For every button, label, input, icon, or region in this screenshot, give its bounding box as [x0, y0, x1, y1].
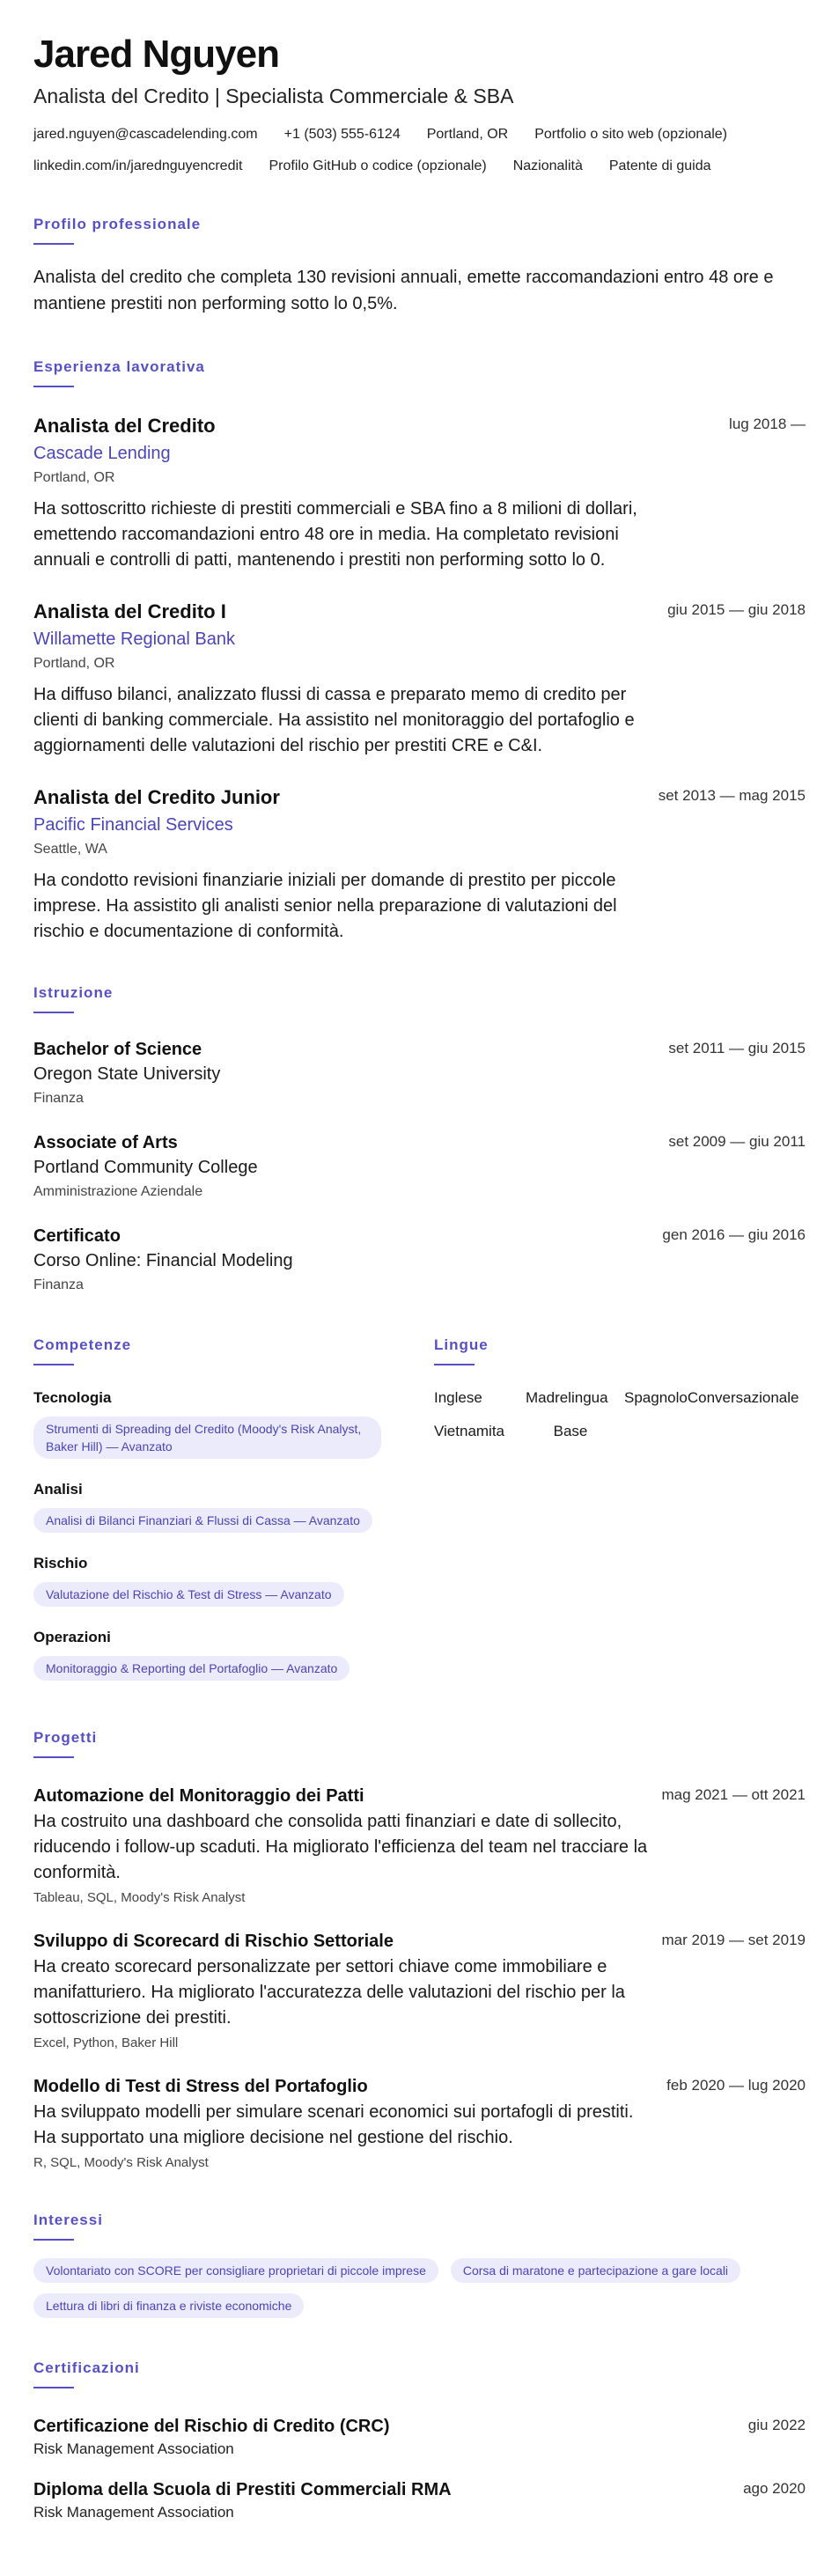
skill-pill: Analisi di Bilanci Finanziari & Flussi di Cassa — Avanzato: [33, 1508, 372, 1533]
job-title: Analista del Credito I: [33, 600, 226, 622]
interest-pill: Volontariato con SCORE per consigliare proprietari di piccole imprese: [33, 2258, 438, 2283]
edu-school: Oregon State University: [33, 1064, 221, 1084]
job-company: Willamette Regional Bank: [33, 629, 235, 649]
skill-pill: Monitoraggio & Reporting del Portafoglio — Avanzato: [33, 1656, 350, 1681]
education-entry: [33, 1038, 806, 1108]
job-dates: set 2013 — mag 2015: [658, 787, 806, 804]
cert-org: Risk Management Association: [33, 2440, 234, 2457]
contact-portfolio[interactable]: Portfolio o sito web (opzionale): [534, 127, 727, 142]
section-divider: [33, 1756, 74, 1758]
section-title: Profilo professionale: [33, 216, 202, 232]
job-location: Seattle, WA: [33, 842, 107, 857]
cert-title: Diploma della Scuola di Prestiti Commerciali RMA: [33, 2480, 452, 2499]
education-entry: [33, 1131, 806, 1202]
job-company: Cascade Lending: [33, 444, 171, 463]
language-level: Base: [553, 1423, 588, 1439]
section-title: Esperienza lavorativa: [33, 358, 205, 375]
edu-field: Amministrazione Aziendale: [33, 1184, 203, 1199]
skill-category: Analisi: [33, 1481, 83, 1498]
edu-dates: set 2009 — giu 2011: [668, 1133, 806, 1150]
job-dates: lug 2018 —: [729, 416, 806, 432]
job-entry: [33, 600, 806, 759]
edu-school: Portland Community College: [33, 1158, 258, 1177]
section-divider: [33, 243, 74, 245]
job-entry: [33, 414, 806, 573]
language-level: Conversazionale: [687, 1389, 799, 1406]
contact-email[interactable]: jared.nguyen@cascadelending.com: [33, 127, 258, 142]
summary-section: [33, 215, 806, 317]
projects-section: [33, 1728, 806, 2172]
project-description: Ha costruito una dashboard che consolida patti finanziari e date di sollecito, riducendo i follow-up scaduti. Ha migliorato l'efficienza del team nel tracciare la conformità.: [33, 1812, 648, 1882]
cert-date: ago 2020: [743, 2480, 806, 2497]
section-divider: [33, 2239, 74, 2241]
job-description: Ha diffuso bilanci, analizzato flussi di cassa e preparato memo di credito per clienti di banking commerciale. Ha assistito nel monitoraggio del portafoglio e aggiornamenti delle valutazioni del rischio per prestiti CRE e C&I.: [33, 685, 635, 755]
section-title: Interessi: [33, 2212, 103, 2228]
skill-pill: Strumenti di Spreading del Credito (Moody's Risk Analyst, Baker Hill) — Avanzato: [33, 1417, 381, 1459]
section-title: Lingue: [434, 1336, 489, 1353]
project-description: Ha sviluppato modelli per simulare scenari economici sui portafogli di prestiti. Ha supportato una migliore decisione nel gestione del rischio.: [33, 2102, 634, 2147]
skill-category: Rischio: [33, 1555, 88, 1571]
edu-degree: Certificato: [33, 1226, 121, 1246]
summary-text: Analista del credito che completa 130 revisioni annuali, emette raccomandazioni entro 48 ore e mantiene prestiti non performing sotto lo 0,5%.: [33, 268, 774, 313]
section-divider: [434, 1364, 475, 1365]
project-tools: Excel, Python, Baker Hill: [33, 2035, 179, 2050]
contact-license: Patente di guida: [608, 158, 711, 173]
edu-school: Corso Online: Financial Modeling: [33, 1251, 293, 1270]
contact-nationality: Nazionalità: [512, 158, 583, 173]
section-title: Progetti: [33, 1729, 98, 1746]
skills-section: [33, 1336, 434, 1702]
project-title: Automazione del Monitoraggio dei Patti: [33, 1786, 364, 1806]
skill-category: Tecnologia: [33, 1389, 112, 1406]
skill-category: Operazioni: [33, 1629, 111, 1645]
certification-entry: [33, 2415, 806, 2459]
cert-org: Risk Management Association: [33, 2504, 234, 2521]
project-dates: feb 2020 — lug 2020: [666, 2077, 806, 2094]
education-section: [33, 983, 806, 1295]
interest-list: [33, 2258, 806, 2318]
language-name: Inglese: [434, 1389, 482, 1406]
language-name: Spagnolo: [624, 1389, 688, 1406]
project-title: Sviluppo di Scorecard di Rischio Settoriale: [33, 1932, 394, 1951]
language-row: [434, 1388, 806, 1408]
contact-phone[interactable]: +1 (503) 555-6124: [283, 127, 401, 142]
section-divider: [33, 2387, 74, 2388]
project-entry: [33, 1785, 806, 1907]
edu-degree: Associate of Arts: [33, 1133, 178, 1152]
section-title: Istruzione: [33, 984, 114, 1001]
job-dates: giu 2015 — giu 2018: [667, 601, 806, 618]
language-level: Madrelingua: [526, 1389, 608, 1406]
language-row: [434, 1422, 806, 1441]
contact-location: Portland, OR: [426, 127, 509, 142]
section-title: Competenze: [33, 1336, 132, 1353]
project-tools: R, SQL, Moody's Risk Analyst: [33, 2155, 209, 2170]
job-entry: [33, 785, 806, 945]
headline: Analista del Credito | Specialista Commerciale & SBA: [33, 85, 514, 107]
interest-pill: Lettura di libri di finanza e riviste economiche: [33, 2293, 304, 2318]
job-location: Portland, OR: [33, 656, 115, 671]
contact-info: [33, 125, 806, 176]
certifications-section: [33, 2359, 806, 2522]
project-description: Ha creato scorecard personalizzate per settori chiave come immobiliare e manifatturiero. Ha migliorato l'accuratezza delle valutazioni del rischio per la sottoscrizione dei prestiti.: [33, 1957, 625, 2028]
experience-section: [33, 357, 806, 945]
section-divider: [33, 1012, 74, 1013]
education-entry: [33, 1225, 806, 1295]
edu-degree: Bachelor of Science: [33, 1040, 202, 1059]
cert-date: giu 2022: [747, 2417, 806, 2433]
edu-field: Finanza: [33, 1091, 84, 1106]
job-title: Analista del Credito Junior: [33, 786, 280, 808]
contact-github[interactable]: Profilo GitHub o codice (opzionale): [269, 158, 487, 173]
skill-group: [33, 1388, 434, 1459]
job-title: Analista del Credito: [33, 415, 216, 437]
section-title: Certificazioni: [33, 2359, 140, 2376]
interests-section: [33, 2211, 806, 2318]
skills-languages: [33, 1336, 806, 1702]
skill-group: [33, 1628, 434, 1681]
cert-title: Certificazione del Rischio di Credito (CRC): [33, 2417, 390, 2436]
skill-group: [33, 1554, 434, 1607]
languages-section: [434, 1336, 806, 1702]
project-entry: [33, 1930, 806, 2052]
section-divider: [33, 1364, 74, 1365]
skill-pill: Valutazione del Rischio & Test di Stress — Avanzato: [33, 1582, 344, 1607]
project-dates: mar 2019 — set 2019: [661, 1932, 806, 1948]
edu-dates: gen 2016 — giu 2016: [662, 1226, 806, 1243]
section-divider: [33, 386, 74, 387]
project-title: Modello di Test di Stress del Portafoglio: [33, 2077, 368, 2096]
job-description: Ha sottoscritto richieste di prestiti commerciali e SBA fino a 8 milioni di dollari, emettendo raccomandazioni entro 48 ore in media. Ha completato revisioni annuali e controlli di patti, mantenendo i prestiti non performing sotto lo 0.: [33, 499, 637, 570]
job-description: Ha condotto revisioni finanziarie iniziali per domande di prestito per piccole imprese. Ha assistito gli analisti senior nella preparazione di valutazioni del rischio e documentazione di conformità.: [33, 871, 617, 941]
certification-entry: [33, 2478, 806, 2522]
contact-linkedin[interactable]: linkedin.com/in/jarednguyencredit: [33, 158, 243, 173]
skill-group: [33, 1480, 434, 1533]
edu-dates: set 2011 — giu 2015: [668, 1040, 806, 1056]
job-company: Pacific Financial Services: [33, 815, 233, 835]
edu-field: Finanza: [33, 1277, 84, 1292]
project-entry: [33, 2075, 806, 2172]
candidate-name: Jared Nguyen: [33, 33, 279, 76]
language-name: Vietnamita: [434, 1423, 505, 1439]
project-dates: mag 2021 — ott 2021: [661, 1786, 806, 1803]
job-location: Portland, OR: [33, 470, 115, 485]
interest-pill: Corsa di maratone e partecipazione a gare locali: [451, 2258, 740, 2283]
project-tools: Tableau, SQL, Moody's Risk Analyst: [33, 1890, 246, 1905]
